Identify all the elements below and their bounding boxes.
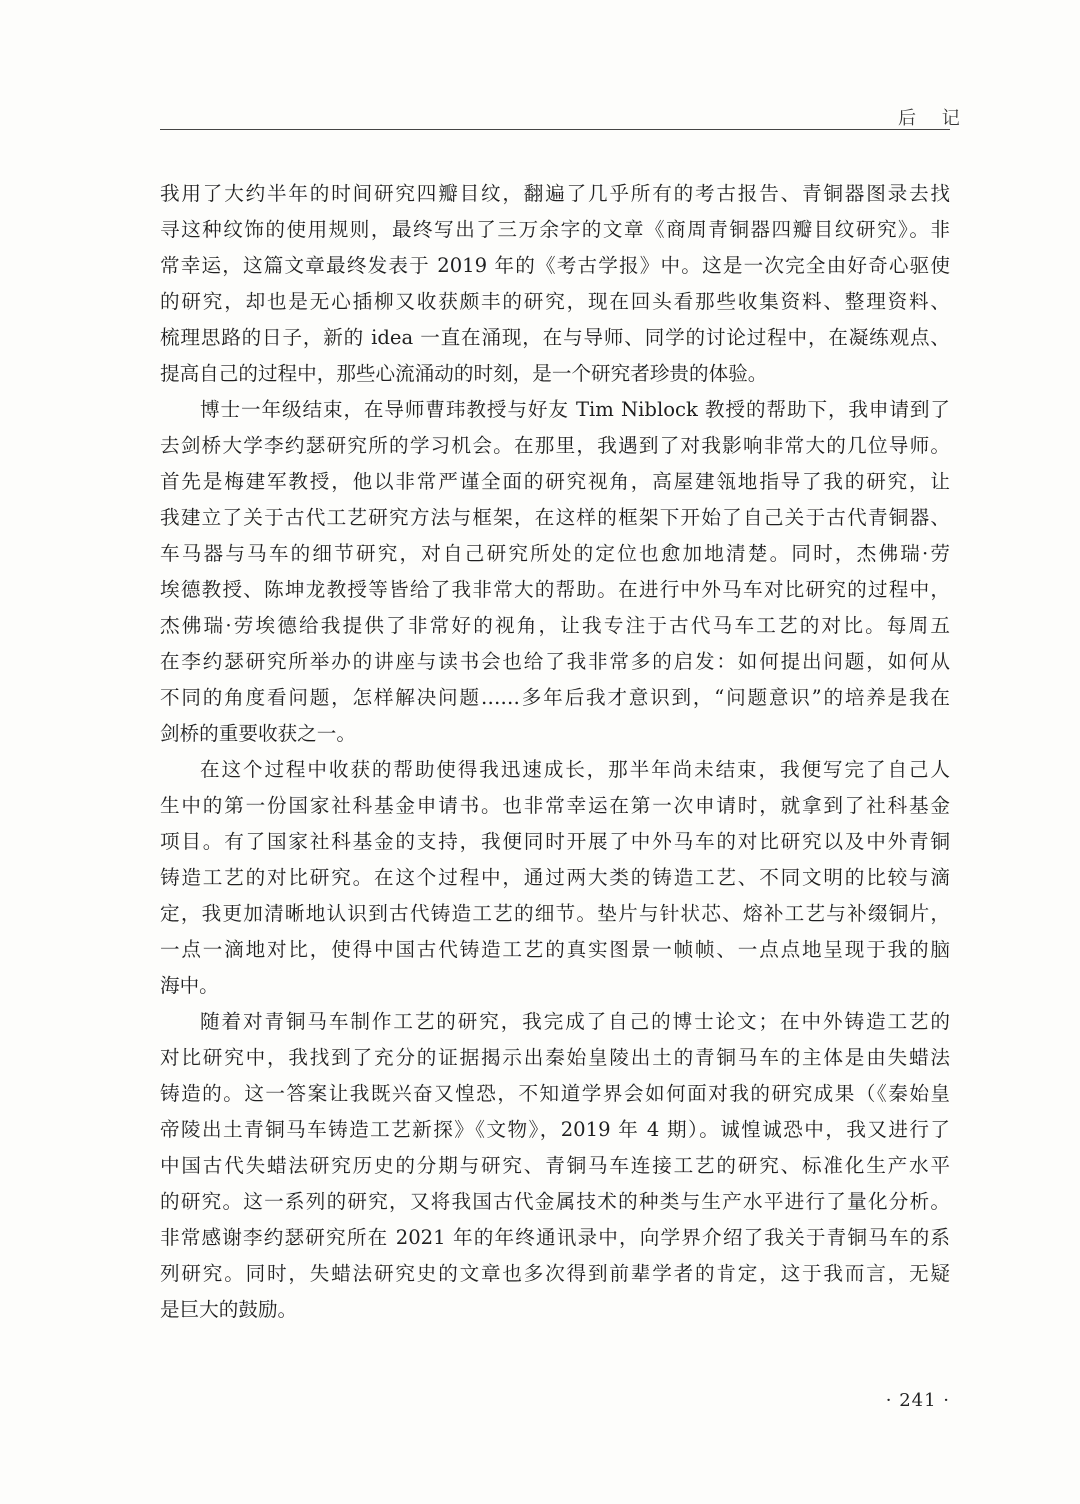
- text-line: 一点一滴地对比，使得中国古代铸造工艺的真实图景一帧帧、一点点地呈现于我的脑: [160, 938, 950, 961]
- paragraph-4: [160, 1004, 950, 1328]
- paragraph-1: [160, 176, 950, 392]
- text-line: 非常感谢李约瑟研究所在 2021 年的年终通讯录中，向学界介绍了我关于青铜马车的系: [160, 1226, 950, 1249]
- text-line: 的研究，却也是无心插柳又收获颇丰的研究，现在回头看那些收集资料、整理资料、: [160, 290, 950, 313]
- text-line: 杰佛瑞·劳埃德给我提供了非常好的视角，让我专注于古代马车工艺的对比。每周五: [160, 614, 950, 637]
- text-line: 博士一年级结束，在导师曹玮教授与好友 Tim Niblock 教授的帮助下，我申请到了: [200, 398, 950, 421]
- text-line: 生中的第一份国家社科基金申请书。也非常幸运在第一次申请时，就拿到了社科基金: [160, 794, 950, 817]
- text-line: 车马器与马车的细节研究，对自己研究所处的定位也愈加地清楚。同时，杰佛瑞·劳: [160, 542, 950, 565]
- text-line: 定，我更加清晰地认识到古代铸造工艺的细节。垫片与针状芯、熔补工艺与补缀铜片，: [160, 902, 950, 925]
- paragraph-2: [160, 392, 950, 752]
- text-line: 铸造的。这一答案让我既兴奋又惶恐，不知道学界会如何面对我的研究成果（《秦始皇: [160, 1082, 950, 1105]
- text-line: 列研究。同时，失蜡法研究史的文章也多次得到前辈学者的肯定，这于我而言，无疑: [160, 1262, 950, 1285]
- text-line: 在这个过程中收获的帮助使得我迅速成长，那半年尚未结束，我便写完了自己人: [200, 758, 950, 781]
- text-line: 我用了大约半年的时间研究四瓣目纹，翻遍了几乎所有的考古报告、青铜器图录去找: [160, 182, 950, 205]
- text-line: 随着对青铜马车制作工艺的研究，我完成了自己的博士论文；在中外铸造工艺的: [200, 1010, 950, 1033]
- text-line: 梳理思路的日子，新的 idea 一直在涌现，在与导师、同学的讨论过程中，在凝练观点、: [160, 326, 950, 349]
- text-line: 中国古代失蜡法研究历史的分期与研究、青铜马车连接工艺的研究、标准化生产水平: [160, 1154, 950, 1177]
- text-line: 剑桥的重要收获之一。: [160, 722, 356, 745]
- text-line: 埃德教授、陈坤龙教授等皆给了我非常大的帮助。在进行中外马车对比研究的过程中，: [160, 578, 950, 601]
- text-line: 去剑桥大学李约瑟研究所的学习机会。在那里，我遇到了对我影响非常大的几位导师。: [160, 434, 950, 457]
- text-line: 海中。: [160, 974, 219, 997]
- page-number: · 241 ·: [885, 1390, 950, 1411]
- text-line: 对比研究中，我找到了充分的证据揭示出秦始皇陵出土的青铜马车的主体是由失蜡法: [160, 1046, 950, 1069]
- text-line: 寻这种纹饰的使用规则，最终写出了三万余字的文章《商周青铜器四瓣目纹研究》。非: [160, 218, 950, 241]
- text-line: 的研究。这一系列的研究，又将我国古代金属技术的种类与生产水平进行了量化分析。: [160, 1190, 950, 1213]
- header-rule: [160, 129, 950, 130]
- text-line: 常幸运，这篇文章最终发表于 2019 年的《考古学报》中。这是一次完全由好奇心驱使: [160, 254, 950, 277]
- text-line: 提高自己的过程中，那些心流涌动的时刻，是一个研究者珍贵的体验。: [160, 362, 768, 385]
- text-line: 铸造工艺的对比研究。在这个过程中，通过两大类的铸造工艺、不同文明的比较与滴: [160, 866, 950, 889]
- text-line: 首先是梅建军教授，他以非常严谨全面的研究视角，高屋建瓴地指导了我的研究，让: [160, 470, 950, 493]
- text-line: 帝陵出土青铜马车铸造工艺新探》《文物》，2019 年 4 期）。诚惶诚恐中，我又进行了: [160, 1118, 950, 1141]
- text-line: 项目。有了国家社科基金的支持，我便同时开展了中外马车的对比研究以及中外青铜: [160, 830, 950, 853]
- text-line: 不同的角度看问题，怎样解决问题……多年后我才意识到，“问题意识”的培养是我在: [160, 686, 950, 709]
- text-line: 在李约瑟研究所举办的讲座与读书会也给了我非常多的启发：如何提出问题，如何从: [160, 650, 950, 673]
- paragraph-3: [160, 752, 950, 1004]
- running-header: 后 记: [898, 108, 970, 129]
- body-text: [160, 176, 950, 1328]
- text-line: 是巨大的鼓励。: [160, 1298, 298, 1321]
- text-line: 我建立了关于古代工艺研究方法与框架，在这样的框架下开始了自己关于古代青铜器、: [160, 506, 950, 529]
